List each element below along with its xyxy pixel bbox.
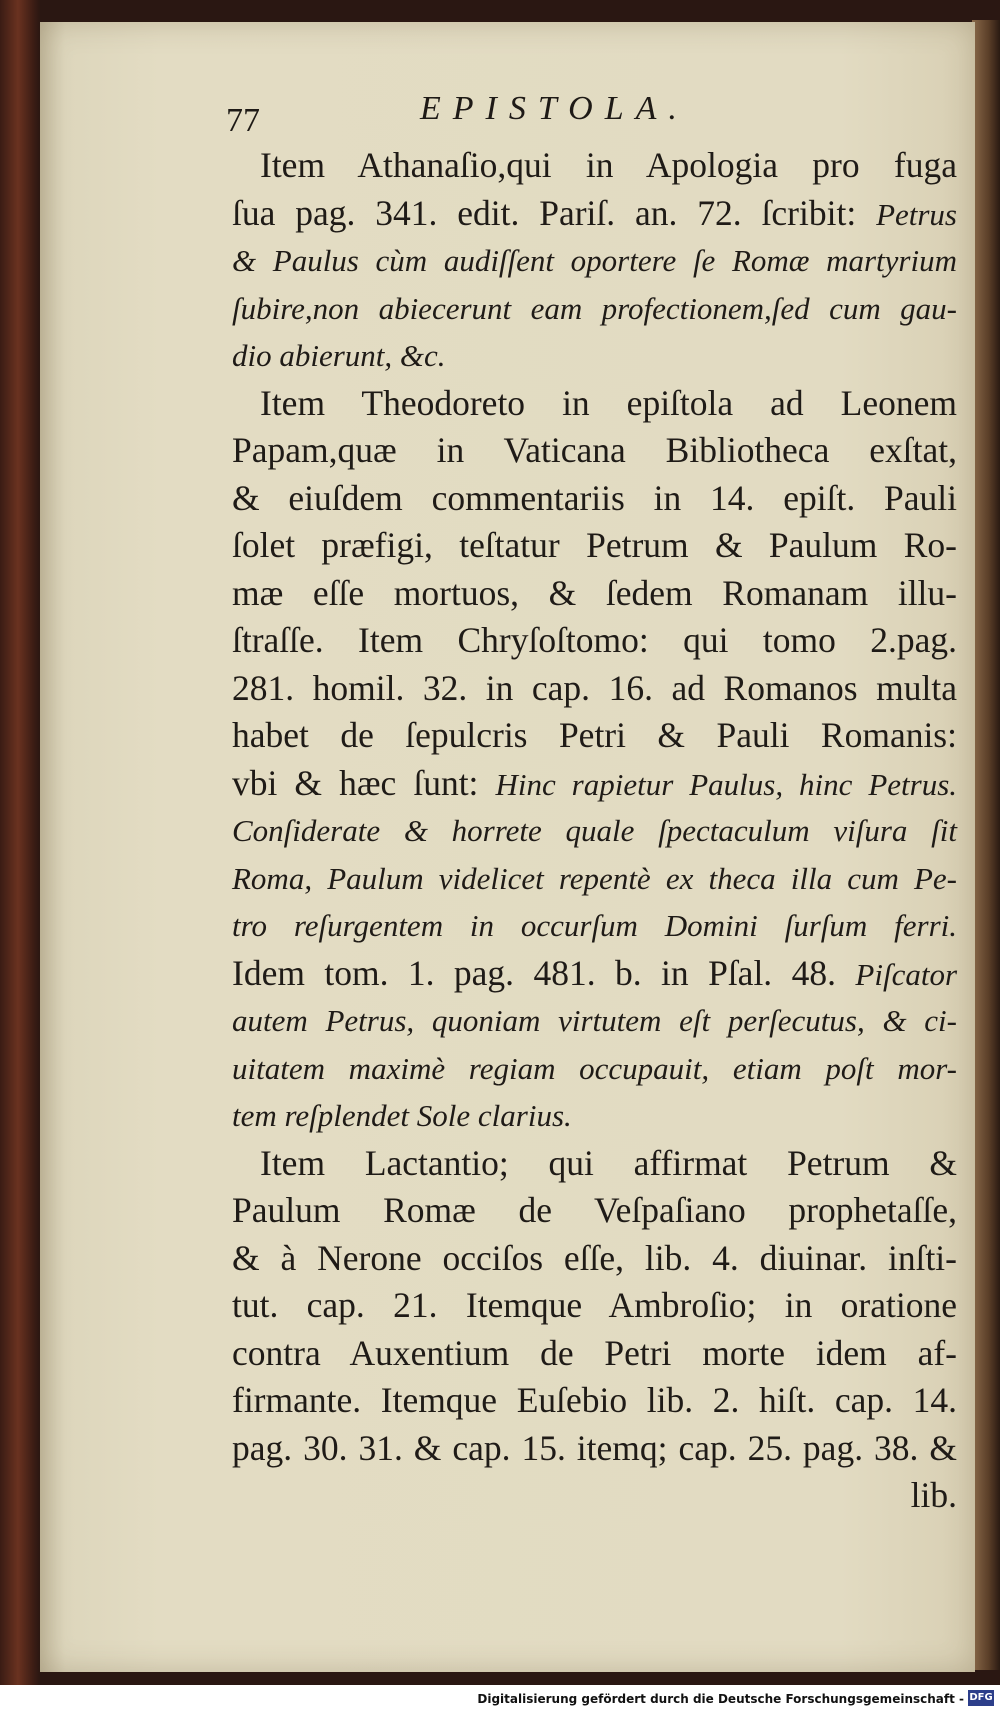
footer-bar [0,1685,1000,1715]
page-number: 77 [226,102,260,139]
text-line: & eiuſdem commentariis in 14. epiſt. Pauli [232,477,957,518]
text-line: Item Athanaſio,qui in Apologia pro fuga [260,145,957,185]
text-line: ſolet præfigi, teſtatur Petrum & Paulum Ro- [232,525,957,565]
text-line: & à Nerone occiſos eſſe, lib. 4. diuinar. inſti- [232,1237,957,1278]
text-line: autem Petrus, quoniam virtutem eſt perſecutus, & ci- [232,1003,957,1038]
text-line: 281. homil. 32. in cap. 16. ad Romanos multa [232,667,957,708]
text-line [232,950,957,998]
roman-segment: Idem tom. 1. pag. 481. b. in Pſal. 48. [232,952,836,993]
text-line: tro reſurgentem in occurſum Domini ſurſum ferri. [232,908,957,943]
text-line: habet de ſepulcris Petri & Pauli Romanis: [232,715,957,755]
text-line: mæ eſſe mortuos, & ſedem Romanam illu- [232,572,957,613]
italic-segment: Hinc rapietur Paulus, hinc Petrus. [495,766,958,802]
page-header [0,84,1000,144]
book-edge [972,20,1000,1670]
footer-credit: Digitalisierung gefördert durch die Deutsche Forschungsgemeinschaft - [477,1692,964,1706]
text-line: Papam,quæ in Vaticana Bibliotheca exſtat, [232,430,957,470]
text-line: ſubire,non abiecerunt eam profectionem,ſed cum gau- [232,290,957,326]
text-line: uitatem maximè regiam occupauit, etiam poſt mor- [232,1050,957,1086]
text-line: Conſiderate & horrete quale ſpectaculum viſura ſit [232,813,957,848]
text-line: lib. [910,1475,957,1515]
text-line: ſtraſſe. Item Chryſoſtomo: qui tomo 2.pag. [232,620,957,660]
body-text [232,142,957,1520]
dfg-logo: DFG [968,1690,994,1706]
text-line: Item Theodoreto in epiſtola ad Leonem [260,382,957,423]
text-line: tut. cap. 21. Itemque Ambroſio; in oratione [232,1285,957,1325]
text-line: contra Auxentium de Petri morte idem af- [232,1332,957,1373]
italic-segment: Petrus [876,196,957,232]
text-line: firmante. Itemque Euſebio lib. 2. hiſt. cap. 14. [232,1380,957,1420]
roman-segment: vbi & hæc ſunt: [232,762,479,803]
text-line: tem reſplendet Sole clarius. [232,1098,572,1133]
running-title: EPISTOLA. [420,90,689,127]
text-line: Item Lactantio; qui affirmat Petrum & [260,1142,957,1183]
italic-segment: Piſcator [855,956,958,992]
text-line: Roma, Paulum videlicet repentè ex theca illa cum Pe- [232,860,957,896]
text-line: pag. 30. 31. & cap. 15. itemq; cap. 25. pag. 38. & [232,1427,957,1468]
text-line: Paulum Romæ de Veſpaſiano prophetaſſe, [232,1190,957,1230]
text-line: & Paulus cùm audiſſent oportere ſe Romæ martyrium [232,243,957,278]
text-line: dio abierunt, &c. [232,338,446,373]
roman-segment: ſua pag. 341. edit. Pariſ. an. 72. ſcribit: [232,192,857,233]
text-line [232,760,957,808]
text-line [232,190,957,238]
